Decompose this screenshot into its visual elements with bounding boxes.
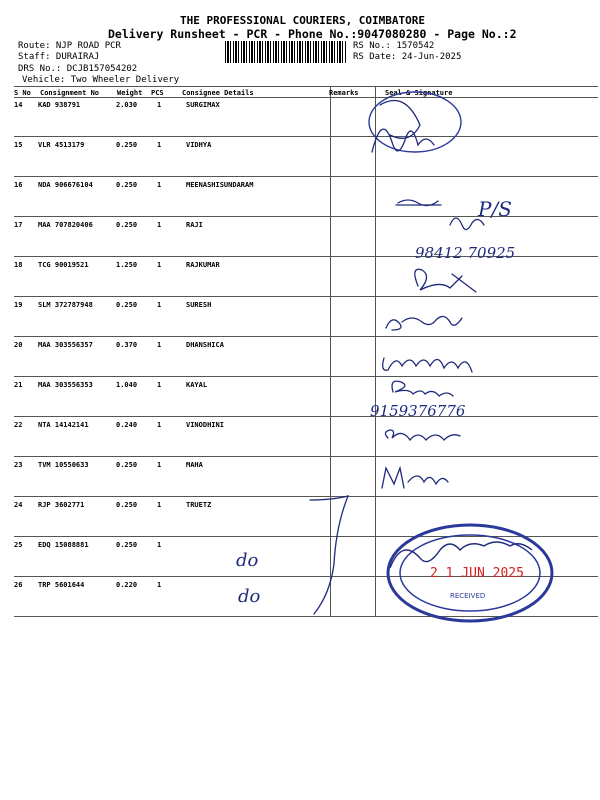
row-consignee: DHANSHICA <box>186 341 224 349</box>
row-consignee: SURGIMAX <box>186 101 220 109</box>
row-pcs: 1 <box>157 141 162 149</box>
row-consignee: RAJKUMAR <box>186 261 220 269</box>
row-pcs: 1 <box>157 221 162 229</box>
phone-handwritten-1: 98412 70925 <box>415 244 516 262</box>
row-pcs: 1 <box>157 181 162 189</box>
row-weight: 0.250 <box>116 301 138 309</box>
row-consignment-no: MAA 303556353 <box>38 381 93 389</box>
row-sno: 24 <box>14 501 23 509</box>
row-pcs: 1 <box>157 421 162 429</box>
signature-vinodhini <box>385 430 460 440</box>
row-pcs: 1 <box>157 501 162 509</box>
row-pcs: 1 <box>157 261 162 269</box>
row-sno: 23 <box>14 461 23 469</box>
row-sno: 20 <box>14 341 23 349</box>
row-weight: 0.250 <box>116 461 138 469</box>
row-consignment-no: TVM 10550633 <box>38 461 89 469</box>
row-consignment-no: EDQ 15088881 <box>38 541 89 549</box>
runsheet-title: Delivery Runsheet - PCR - Phone No.:9047080280 - Page No.:2 <box>108 27 517 41</box>
row-pcs: 1 <box>157 341 162 349</box>
row-consignment-no: MAA 707820406 <box>38 221 93 229</box>
row-consignment-no: RJP 3602771 <box>38 501 85 509</box>
row-consignment-no: TRP 5601644 <box>38 581 85 589</box>
row-sno: 26 <box>14 581 23 589</box>
row-sno: 16 <box>14 181 23 189</box>
row-sno: 25 <box>14 541 23 549</box>
row-weight: 1.040 <box>116 381 138 389</box>
vehicle-label: Vehicle: Two Wheeler Delivery <box>22 75 180 85</box>
col-header-consignment: Consignment No <box>40 89 100 97</box>
row-weight: 1.250 <box>116 261 138 269</box>
row-pcs: 1 <box>157 101 162 109</box>
row-consignee: SURESH <box>186 301 212 309</box>
col-header-remarks: Remarks <box>329 89 359 97</box>
row-weight: 0.240 <box>116 421 138 429</box>
row-sno: 21 <box>14 381 23 389</box>
received-stamp <box>388 525 552 621</box>
drs-number: DRS No.: DCJB157054202 <box>18 64 138 74</box>
row-weight: 2.030 <box>116 101 138 109</box>
company-title: THE PROFESSIONAL COURIERS, COIMBATORE <box>180 14 426 27</box>
row-sno: 22 <box>14 421 23 429</box>
signature-kayal <box>392 381 453 396</box>
phone-handwritten-2: 9159376776 <box>370 402 466 420</box>
staff-label: Staff: DURAIRAJ <box>18 52 100 62</box>
row-consignment-no: NTA 14142141 <box>38 421 89 429</box>
row-pcs: 1 <box>157 381 162 389</box>
ditto-mark-1: do <box>236 550 259 571</box>
ps-mark: P/S <box>478 197 512 221</box>
row-consignee: VIDHYA <box>186 141 212 149</box>
row-pcs: 1 <box>157 461 162 469</box>
signature-maha <box>382 468 448 488</box>
row-consignee: MAHA <box>186 461 203 469</box>
ditto-bracket <box>310 496 348 614</box>
row-consignee: KAYAL <box>186 381 208 389</box>
col-header-consignee: Consignee Details <box>182 89 254 97</box>
row-sno: 14 <box>14 101 23 109</box>
row-weight: 0.250 <box>116 221 138 229</box>
ditto-mark-2: do <box>238 586 261 607</box>
rs-date: RS Date: 24-Jun-2025 <box>353 52 462 62</box>
signature-rajkumar <box>415 269 476 292</box>
row-sno: 15 <box>14 141 23 149</box>
rs-number: RS No.: 1570542 <box>353 41 435 51</box>
row-pcs: 1 <box>157 541 162 549</box>
row-weight: 0.250 <box>116 541 138 549</box>
stamp-received: RECEIVED <box>450 592 486 600</box>
signature-dhanshica <box>383 358 472 372</box>
col-header-signature: Seal & Signature <box>385 89 453 97</box>
col-header-pcs: PCS <box>151 89 164 97</box>
row-pcs: 1 <box>157 301 162 309</box>
stamp-date: 2 1 JUN 2025 <box>430 566 524 581</box>
row-weight: 0.220 <box>116 581 138 589</box>
row-sno: 19 <box>14 301 23 309</box>
route-label: Route: NJP ROAD PCR <box>18 41 121 51</box>
row-weight: 0.250 <box>116 501 138 509</box>
seal-circle-icon <box>369 92 461 152</box>
row-consignment-no: TCG 90019521 <box>38 261 89 269</box>
row-consignee: RAJI <box>186 221 203 229</box>
row-consignee: VINODHINI <box>186 421 224 429</box>
col-header-weight: Weight <box>117 89 143 97</box>
row-consignment-no: SLM 372787948 <box>38 301 93 309</box>
row-weight: 0.250 <box>116 181 138 189</box>
row-consignee: TRUETZ <box>186 501 212 509</box>
row-consignment-no: VLR 4513179 <box>38 141 85 149</box>
col-header-sno: S No <box>14 89 31 97</box>
row-consignment-no: MAA 303556357 <box>38 341 93 349</box>
row-weight: 0.370 <box>116 341 138 349</box>
signature-suresh <box>386 316 462 330</box>
row-consignee: MEENASHISUNDARAM <box>186 181 254 189</box>
row-consignment-no: KAD 938791 <box>38 101 81 109</box>
row-weight: 0.250 <box>116 141 138 149</box>
row-sno: 18 <box>14 261 23 269</box>
row-pcs: 1 <box>157 581 162 589</box>
signature-surgimax <box>372 129 434 152</box>
row-sno: 17 <box>14 221 23 229</box>
row-consignment-no: NDA 906676104 <box>38 181 93 189</box>
